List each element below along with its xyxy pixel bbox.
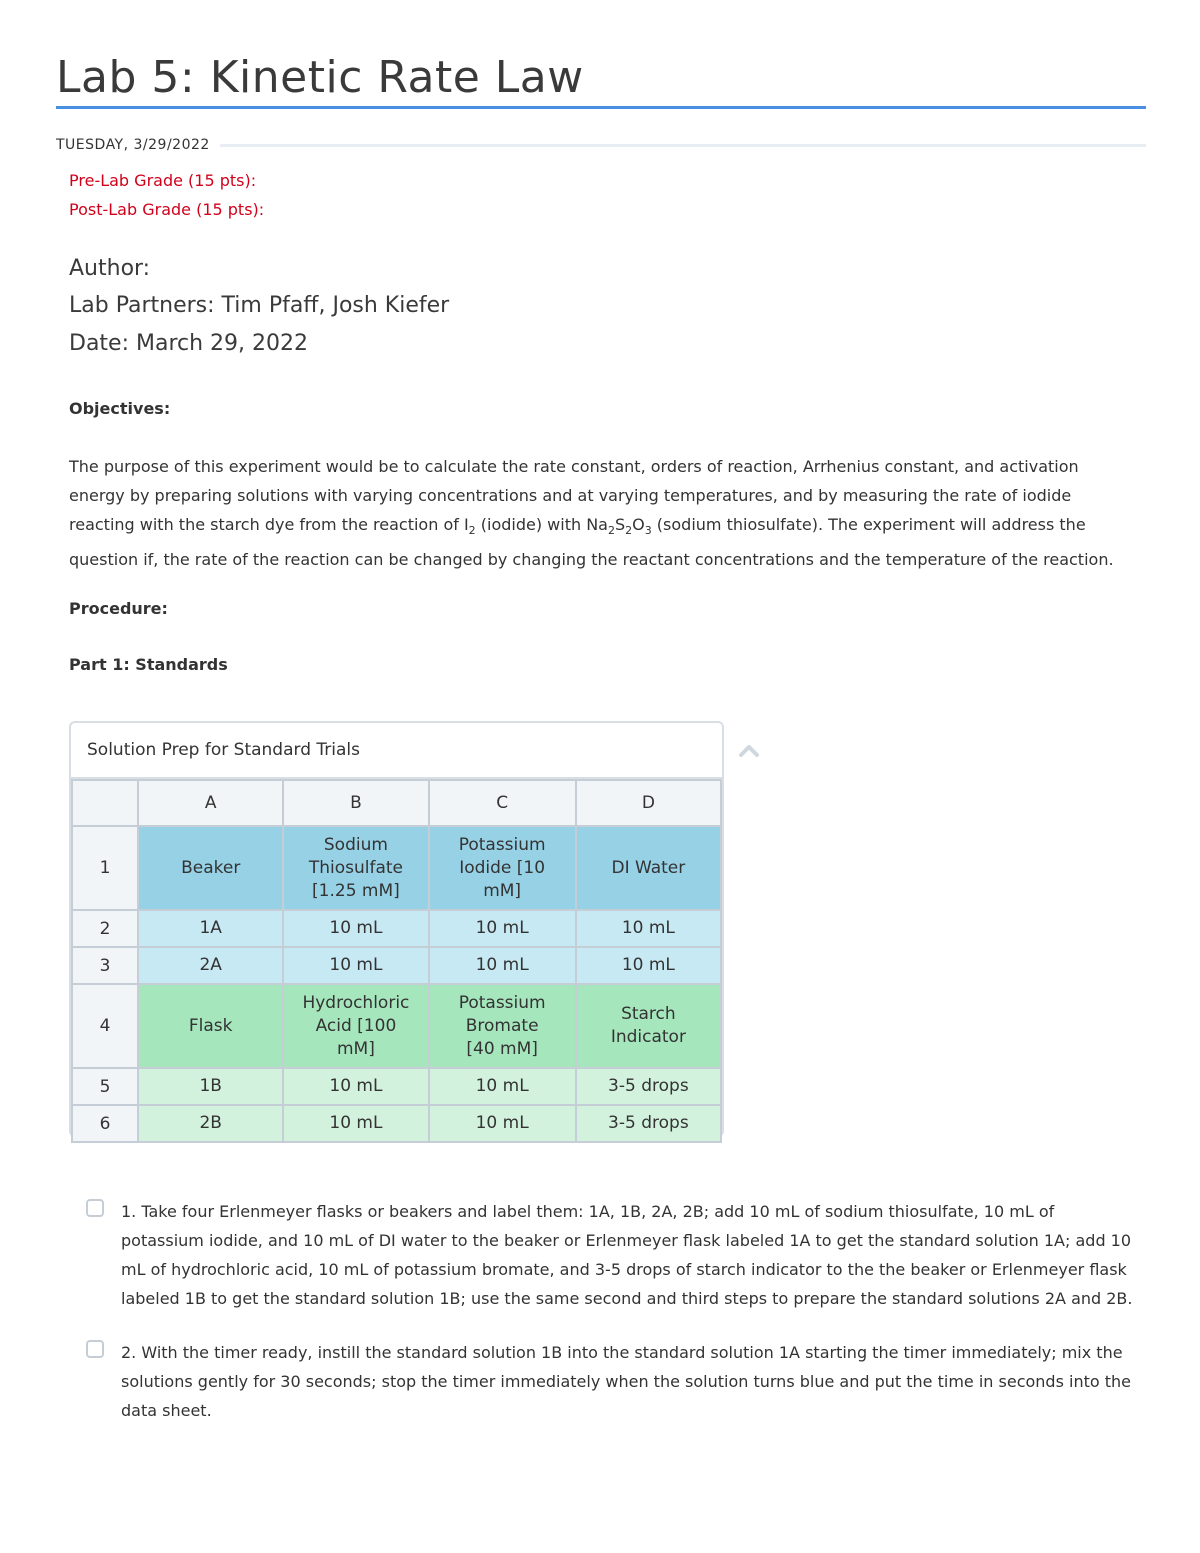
table-cell[interactable]: 10 mL (283, 1105, 428, 1142)
post-lab-grade: Post-Lab Grade (15 pts): (69, 200, 265, 219)
table-cell[interactable]: 2B (138, 1105, 283, 1142)
page-title: Lab 5: Kinetic Rate Law (56, 52, 584, 103)
subscript: 2 (607, 524, 615, 538)
table-cell[interactable] (429, 984, 576, 1068)
table-cell[interactable]: Flask (138, 984, 283, 1068)
table-cell[interactable]: 10 mL (429, 1105, 576, 1142)
table-cell[interactable]: 10 mL (576, 947, 721, 984)
column-header[interactable]: A (138, 780, 283, 826)
title-underline (56, 106, 1146, 109)
objectives-text: The purpose of this experiment would be to calculate the rate constant, orders of reaction, Arrhenius constant, and activation energy by preparing solutions with varying concentrations and at varying temperatures, and by measuring the rate of iodide reacting with the starch dye from the reaction of I (69, 457, 1079, 534)
solution-prep-table-card (69, 721, 724, 1137)
table-cell[interactable]: 10 mL (283, 910, 428, 947)
lab-partners-line: Lab Partners: Tim Pfaff, Josh Kiefer (69, 293, 450, 318)
cell-text: Starch Indicator (610, 1004, 686, 1047)
entry-date: TUESDAY, 3/29/2022 (56, 137, 210, 153)
table-cell[interactable]: DI Water (576, 826, 721, 910)
table-cell[interactable] (283, 984, 428, 1068)
part1-heading: Part 1: Standards (69, 655, 228, 674)
objectives-text: O (632, 515, 645, 534)
table-row (72, 1068, 721, 1105)
table-cell[interactable]: 10 mL (283, 1068, 428, 1105)
subscript: 2 (625, 524, 633, 538)
table-title: Solution Prep for Standard Trials (71, 723, 722, 779)
corner-cell (72, 780, 138, 826)
checkbox-icon[interactable] (86, 1199, 104, 1217)
subscript: 3 (644, 524, 652, 538)
objectives-paragraph (69, 452, 1134, 574)
task-text: 1. Take four Erlenmeyer flasks or beakers and label them: 1A, 1B, 2A, 2B; add 10 mL of sodium thiosulfate, 10 mL of potassium iodide, and 10 mL of DI water to the beaker or Erlenmeyer flask labeled 1A to get the standard solution 1A; add 10 mL of hydrochloric acid, 10 mL of potassium bromate, and 3-5 drops of starch indicator to the the beaker or Erlenmeyer flask labeled 1B to get the standard solution 1B; use the same second and third steps to prepare the standard solutions 2A and 2B. (121, 1202, 1133, 1308)
author-line: Author: (69, 256, 151, 281)
cell-text: Sodium Thiosulfate [1.25 mM] (308, 834, 403, 901)
column-header[interactable]: B (283, 780, 428, 826)
entry-date-row (56, 137, 1146, 153)
table-cell[interactable]: 10 mL (283, 947, 428, 984)
cell-text: Hydrochloric Acid [100 mM] (302, 992, 410, 1059)
solution-prep-table (71, 779, 722, 1143)
table-cell[interactable] (429, 826, 576, 910)
objectives-text: (iodide) with Na (475, 515, 608, 534)
table-cell[interactable]: Beaker (138, 826, 283, 910)
table-cell[interactable]: 10 mL (576, 910, 721, 947)
objectives-text: S (614, 515, 626, 534)
row-number[interactable]: 2 (72, 910, 138, 947)
date-divider (220, 144, 1146, 147)
pre-lab-grade: Pre-Lab Grade (15 pts): (69, 171, 257, 190)
checkbox-icon[interactable] (86, 1340, 104, 1358)
table-row (72, 910, 721, 947)
table-cell[interactable]: 2A (138, 947, 283, 984)
cell-text: Potassium Iodide [10 mM] (458, 834, 546, 901)
row-number[interactable]: 6 (72, 1105, 138, 1142)
date-line: Date: March 29, 2022 (69, 331, 309, 356)
row-number[interactable]: 1 (72, 826, 138, 910)
table-cell[interactable]: 10 mL (429, 947, 576, 984)
column-header[interactable]: D (576, 780, 721, 826)
table-cell[interactable]: 1A (138, 910, 283, 947)
objectives-heading: Objectives: (69, 399, 171, 418)
task-text: 2. With the timer ready, instill the standard solution 1B into the standard solution 1A starting the timer immediately; mix the solutions gently for 30 seconds; stop the timer immediately when the solution turns blue and put the time in seconds into the data sheet. (121, 1343, 1131, 1420)
task-item (86, 1197, 1136, 1313)
table-cell[interactable]: 3-5 drops (576, 1105, 721, 1142)
row-number[interactable]: 5 (72, 1068, 138, 1105)
column-header-row (72, 780, 721, 826)
subscript: 2 (468, 524, 476, 538)
table-row (72, 826, 721, 910)
table-cell[interactable]: 10 mL (429, 910, 576, 947)
objectives-text: (sodium thiosulfate). The experiment will address the question if, the rate of the reaction can be changed by changing the reactant concentrations and the temperature of the reaction. (69, 515, 1114, 570)
cell-text: Potassium Bromate [40 mM] (458, 992, 546, 1059)
table-cell[interactable] (576, 984, 721, 1068)
table-cell[interactable]: 1B (138, 1068, 283, 1105)
row-number[interactable]: 3 (72, 947, 138, 984)
table-row (72, 947, 721, 984)
table-cell[interactable]: 3-5 drops (576, 1068, 721, 1105)
task-item (86, 1338, 1136, 1425)
table-cell[interactable] (283, 826, 428, 910)
table-cell[interactable]: 10 mL (429, 1068, 576, 1105)
procedure-heading: Procedure: (69, 599, 168, 618)
chevron-up-icon[interactable] (738, 740, 760, 762)
column-header[interactable]: C (429, 780, 576, 826)
table-row (72, 1105, 721, 1142)
row-number[interactable]: 4 (72, 984, 138, 1068)
table-row (72, 984, 721, 1068)
